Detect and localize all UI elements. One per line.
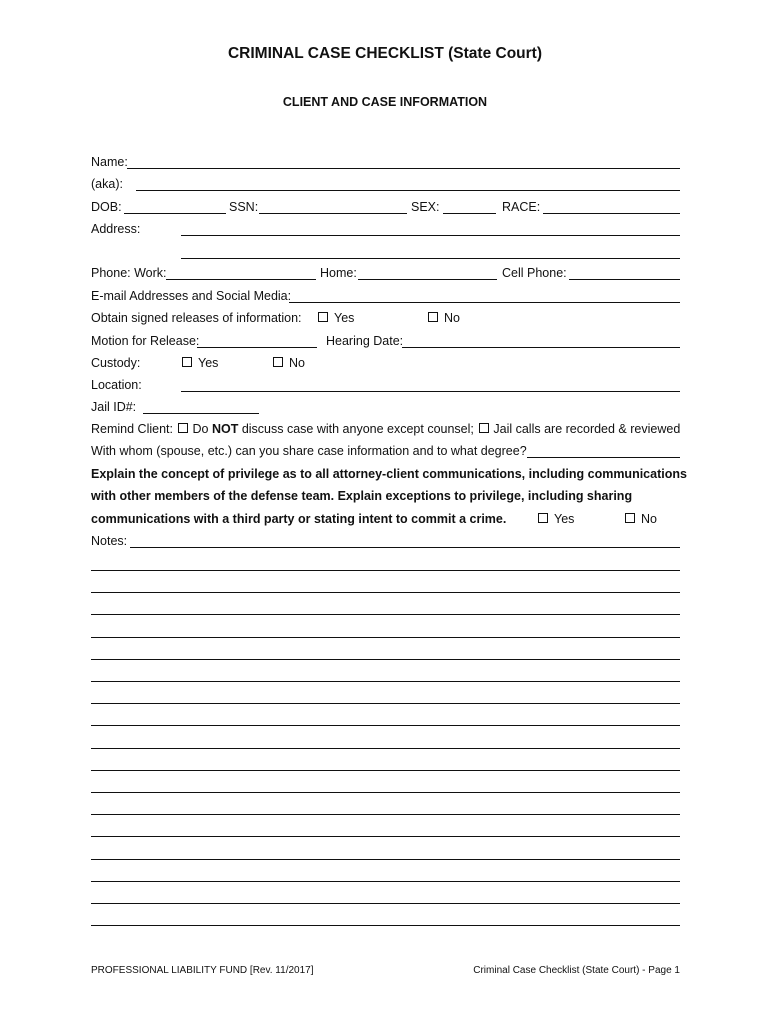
notes-line[interactable] <box>91 881 680 882</box>
hearing-date-label: Hearing Date: <box>326 334 404 348</box>
releases-yes-checkbox[interactable] <box>318 312 328 322</box>
with-whom-field[interactable] <box>527 457 680 458</box>
notes-line[interactable] <box>91 770 680 771</box>
location-field[interactable] <box>181 391 680 392</box>
cell-phone-field[interactable] <box>569 279 680 280</box>
privilege-yes-option[interactable] <box>538 512 574 527</box>
remind-discuss-text: discuss case with anyone except counsel; <box>241 422 474 436</box>
name-field[interactable] <box>127 168 680 169</box>
home-phone-label: Home: <box>320 266 357 280</box>
address-field-line1[interactable] <box>181 235 680 236</box>
notes-label: Notes: <box>91 534 128 548</box>
footer-left: PROFESSIONAL LIABILITY FUND [Rev. 11/2017] <box>91 965 314 976</box>
motion-release-label: Motion for Release: <box>91 334 200 348</box>
notes-line[interactable] <box>91 614 680 615</box>
notes-line[interactable] <box>91 570 680 571</box>
footer-right: Criminal Case Checklist (State Court) - Page 1 <box>473 965 680 976</box>
aka-label: (aka): <box>91 177 123 191</box>
custody-yes-option[interactable] <box>182 356 218 371</box>
releases-no-label: No <box>444 311 460 325</box>
race-field[interactable] <box>543 213 680 214</box>
releases-yes-label: Yes <box>334 311 355 325</box>
form-title: CRIMINAL CASE CHECKLIST (State Court) <box>227 45 543 62</box>
address-field-line2[interactable] <box>181 258 680 259</box>
remind-client-line <box>91 422 680 437</box>
custody-label: Custody: <box>91 356 141 370</box>
remind-discuss-checkbox[interactable] <box>178 423 188 433</box>
cell-phone-label: Cell Phone: <box>502 266 567 280</box>
jail-id-field[interactable] <box>143 413 259 414</box>
notes-line[interactable] <box>91 792 680 793</box>
remind-jail-calls-checkbox[interactable] <box>479 423 489 433</box>
jail-id-label: Jail ID#: <box>91 400 137 414</box>
email-social-label: E-mail Addresses and Social Media: <box>91 289 292 303</box>
notes-line[interactable] <box>91 681 680 682</box>
custody-no-label: No <box>289 356 305 370</box>
privilege-no-label: No <box>641 512 657 526</box>
dob-label: DOB: <box>91 200 122 214</box>
race-label: RACE: <box>502 200 541 214</box>
privilege-yes-label: Yes <box>554 512 575 526</box>
notes-line[interactable] <box>91 859 680 860</box>
phone-work-label: Phone: Work: <box>91 266 167 280</box>
releases-no-checkbox[interactable] <box>428 312 438 322</box>
custody-no-checkbox[interactable] <box>273 357 283 367</box>
custody-yes-checkbox[interactable] <box>182 357 192 367</box>
remind-client-label: Remind Client: <box>91 422 173 436</box>
sex-field[interactable] <box>443 213 496 214</box>
sex-label: SEX: <box>411 200 440 214</box>
phone-work-field[interactable] <box>166 279 316 280</box>
address-label: Address: <box>91 222 141 236</box>
releases-no-option[interactable] <box>428 311 460 326</box>
dob-field[interactable] <box>124 213 226 214</box>
email-social-field[interactable] <box>289 302 680 303</box>
privilege-text-line1: Explain the concept of privilege as to all attorney-client communications, including communications <box>91 467 687 481</box>
section-heading: CLIENT AND CASE INFORMATION <box>282 95 488 109</box>
remind-not-text: NOT <box>211 422 239 436</box>
home-phone-field[interactable] <box>358 279 497 280</box>
notes-line[interactable] <box>91 814 680 815</box>
name-label: Name: <box>91 155 128 169</box>
notes-line[interactable] <box>91 637 680 638</box>
notes-line[interactable] <box>91 925 680 926</box>
with-whom-label: With whom (spouse, etc.) can you share case information and to what degree? <box>91 444 527 458</box>
releases-yes-option[interactable] <box>318 311 354 326</box>
notes-line[interactable] <box>91 725 680 726</box>
remind-do-text: Do <box>192 422 209 436</box>
ssn-field[interactable] <box>259 213 407 214</box>
notes-line[interactable] <box>91 592 680 593</box>
custody-yes-label: Yes <box>198 356 219 370</box>
notes-line[interactable] <box>91 703 680 704</box>
motion-release-field[interactable] <box>197 347 317 348</box>
location-label: Location: <box>91 378 142 392</box>
remind-jail-calls-text: Jail calls are recorded & reviewed <box>493 422 681 436</box>
privilege-no-checkbox[interactable] <box>625 513 635 523</box>
notes-field[interactable] <box>130 547 680 548</box>
privilege-text-line2: with other members of the defense team. Explain exceptions to privilege, including sharing <box>91 489 633 503</box>
hearing-date-field[interactable] <box>402 347 680 348</box>
notes-line[interactable] <box>91 836 680 837</box>
aka-field[interactable] <box>136 190 680 191</box>
privilege-yes-checkbox[interactable] <box>538 513 548 523</box>
custody-no-option[interactable] <box>273 356 305 371</box>
ssn-label: SSN: <box>229 200 259 214</box>
obtain-releases-label: Obtain signed releases of information: <box>91 311 302 325</box>
notes-line[interactable] <box>91 748 680 749</box>
privilege-text-line3: communications with a third party or stating intent to commit a crime. <box>91 512 507 526</box>
notes-line[interactable] <box>91 903 680 904</box>
notes-line[interactable] <box>91 659 680 660</box>
privilege-no-option[interactable] <box>625 512 657 527</box>
